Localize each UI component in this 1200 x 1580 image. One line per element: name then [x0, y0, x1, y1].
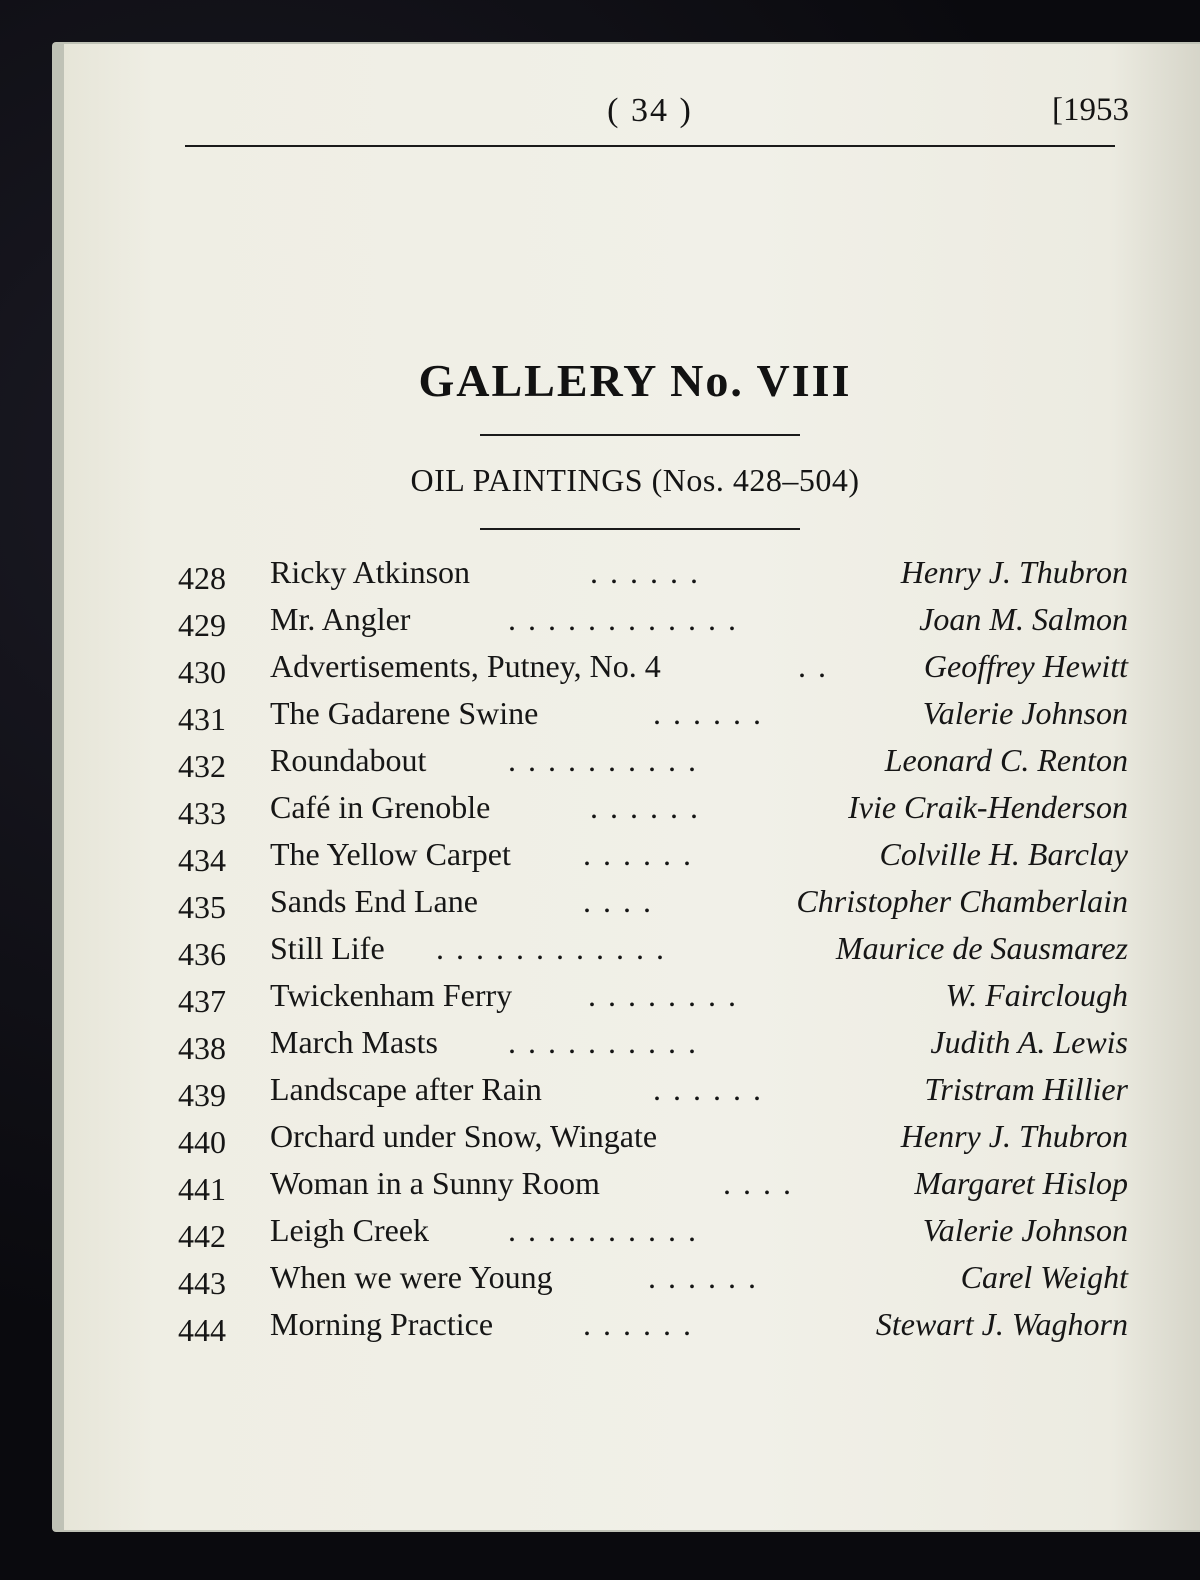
- dot-leader: . . . .: [723, 1165, 793, 1201]
- entry-title: Still Life: [270, 930, 385, 966]
- dot-leader: . . . .: [583, 883, 653, 919]
- dot-leader: . . . . . .: [583, 1306, 693, 1342]
- entry-artist: Maurice de Sausmarez: [835, 930, 1128, 966]
- entry-title: The Yellow Carpet: [270, 836, 511, 872]
- entry-title: Advertisements, Putney, No. 4: [270, 648, 661, 684]
- dot-leader: . . . . . . . . . .: [508, 1212, 698, 1248]
- entry-artist: Henry J. Thubron: [900, 554, 1128, 590]
- entry-number: 441: [178, 1171, 226, 1207]
- dot-leader: . . . . . .: [648, 1259, 758, 1295]
- dot-leader: . . . . . . . . . . . .: [436, 930, 666, 966]
- title-rule-lower: [480, 528, 800, 530]
- running-head: [185, 92, 1129, 142]
- dot-leader: . . . . . . . .: [588, 977, 738, 1013]
- entry-title: Sands End Lane: [270, 883, 478, 919]
- dot-leader: . .: [798, 648, 828, 684]
- gallery-title: GALLERY No. VIII: [418, 355, 852, 406]
- entry-title: Woman in a Sunny Room: [270, 1165, 600, 1201]
- catalogue-entry: [178, 1118, 1128, 1165]
- entry-number: 436: [178, 936, 226, 972]
- title-rule-upper: [480, 434, 800, 436]
- entry-artist: Christopher Chamberlain: [796, 883, 1128, 919]
- catalogue-entry: [178, 883, 1128, 930]
- catalogue-entry: [178, 554, 1128, 601]
- dot-leader: . . . . . .: [590, 789, 700, 825]
- entry-artist: Tristram Hillier: [924, 1071, 1128, 1107]
- entry-title: Roundabout: [270, 742, 427, 778]
- catalogue-list: [178, 554, 1128, 1353]
- catalogue-entry: [178, 1024, 1128, 1071]
- section-subtitle: OIL PAINTINGS (Nos. 428–504): [410, 462, 860, 498]
- entry-artist: Valerie Johnson: [922, 695, 1128, 731]
- dot-leader: . . . . . . . . . .: [508, 742, 698, 778]
- catalogue-entry: [178, 1212, 1128, 1259]
- entry-artist: Carel Weight: [960, 1259, 1128, 1295]
- entry-number: 443: [178, 1265, 226, 1301]
- catalogue-entry: [178, 1306, 1128, 1353]
- catalogue-entry: [178, 1259, 1128, 1306]
- entry-artist: Leonard C. Renton: [884, 742, 1128, 778]
- entry-number: 432: [178, 748, 226, 784]
- entry-number: 437: [178, 983, 226, 1019]
- entry-artist: Valerie Johnson: [922, 1212, 1128, 1248]
- entry-number: 440: [178, 1124, 226, 1160]
- entry-artist: Geoffrey Hewitt: [923, 648, 1128, 684]
- entry-title: Leigh Creek: [270, 1212, 430, 1248]
- entry-title: Twickenham Ferry: [270, 977, 513, 1013]
- entry-title: Morning Practice: [270, 1306, 494, 1342]
- entry-artist: Ivie Craik-Henderson: [848, 789, 1128, 825]
- year-marker: [1953: [1052, 92, 1129, 128]
- entry-title: Ricky Atkinson: [270, 554, 471, 590]
- book-page: [64, 44, 1200, 1530]
- entry-title: The Gadarene Swine: [270, 695, 539, 731]
- entry-number: 439: [178, 1077, 226, 1113]
- entry-title: Café in Grenoble: [270, 789, 491, 825]
- catalogue-entry: [178, 789, 1128, 836]
- entry-number: 438: [178, 1030, 226, 1066]
- entry-title: Mr. Angler: [270, 601, 411, 637]
- entry-number: 431: [178, 701, 226, 737]
- dot-leader: . . . . . .: [653, 695, 763, 731]
- entry-artist: W. Fairclough: [945, 977, 1128, 1013]
- catalogue-entry: [178, 977, 1128, 1024]
- page-number: ( 34 ): [607, 92, 693, 129]
- entry-title: Landscape after Rain: [270, 1071, 542, 1107]
- entry-title: March Masts: [270, 1024, 438, 1060]
- header-rule: [185, 145, 1115, 147]
- entry-number: 434: [178, 842, 226, 878]
- entry-artist: Margaret Hislop: [914, 1165, 1128, 1201]
- dot-leader: . . . . . .: [583, 836, 693, 872]
- catalogue-entry: [178, 1165, 1128, 1212]
- catalogue-entry: [178, 648, 1128, 695]
- entry-number: 444: [178, 1312, 226, 1348]
- entry-number: 433: [178, 795, 226, 831]
- entry-number: 442: [178, 1218, 226, 1254]
- entry-number: 428: [178, 560, 226, 596]
- entry-artist: Colville H. Barclay: [879, 836, 1128, 872]
- entry-artist: Judith A. Lewis: [930, 1024, 1128, 1060]
- entry-artist: Henry J. Thubron: [900, 1118, 1128, 1154]
- entry-artist: Stewart J. Waghorn: [875, 1306, 1128, 1342]
- dot-leader: . . . . . . . . . .: [508, 1024, 698, 1060]
- entry-number: 430: [178, 654, 226, 690]
- entry-title: Orchard under Snow, Wingate: [270, 1118, 658, 1154]
- catalogue-entry: [178, 836, 1128, 883]
- dot-leader: . . . . . .: [590, 554, 700, 590]
- entry-title: When we were Young: [270, 1259, 553, 1295]
- dot-leader: . . . . . .: [653, 1071, 763, 1107]
- entry-number: 429: [178, 607, 226, 643]
- catalogue-entry: [178, 1071, 1128, 1118]
- catalogue-entry: [178, 742, 1128, 789]
- catalogue-entry: [178, 695, 1128, 742]
- entry-artist: Joan M. Salmon: [919, 601, 1128, 637]
- catalogue-entry: [178, 930, 1128, 977]
- entry-number: 435: [178, 889, 226, 925]
- catalogue-entry: [178, 601, 1128, 648]
- dot-leader: . . . . . . . . . . . .: [508, 601, 738, 637]
